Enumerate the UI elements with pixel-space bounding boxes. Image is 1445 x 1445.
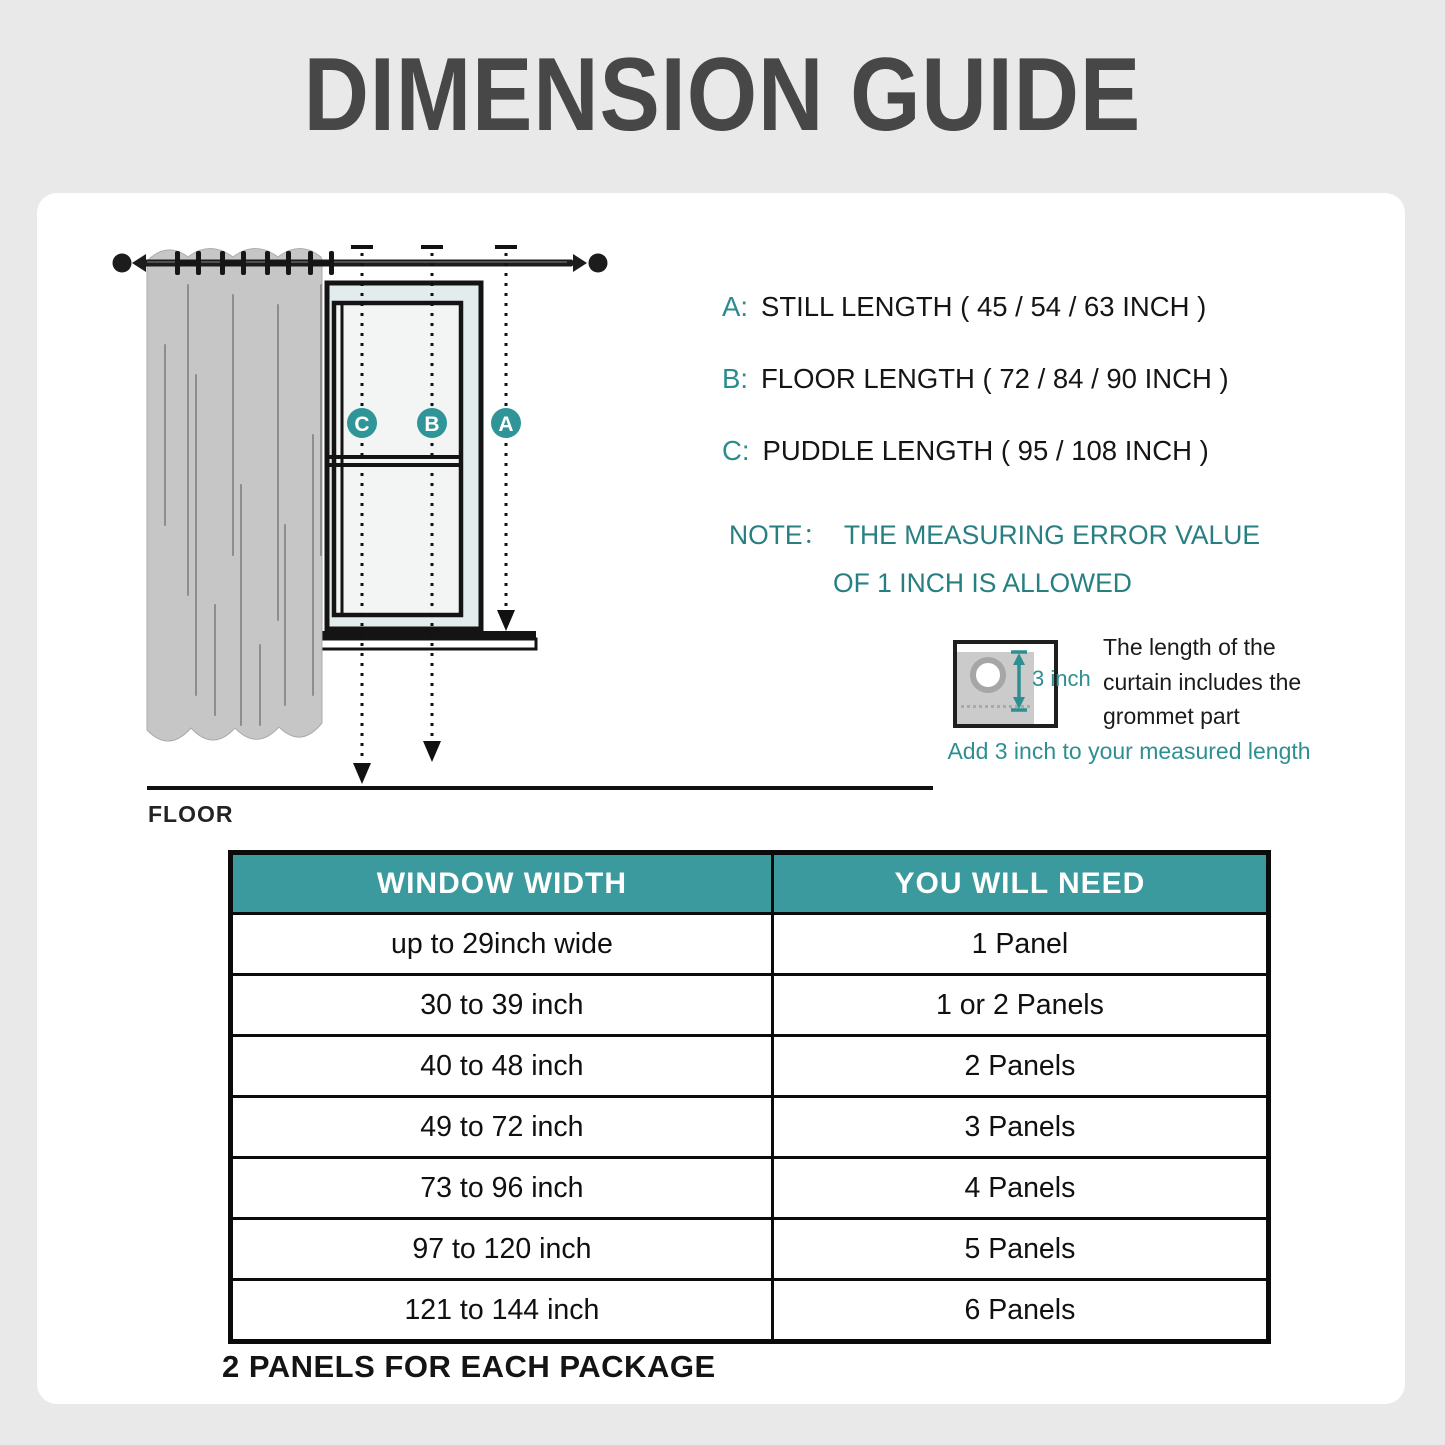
measure-arrow-b — [423, 741, 441, 762]
panels-needed-cell: 3 Panels — [772, 1097, 1268, 1158]
panels-needed-cell: 2 Panels — [772, 1036, 1268, 1097]
marker-letter-b: B — [424, 413, 440, 436]
spec-row-a — [722, 291, 1206, 323]
panels-needed-cell: 5 Panels — [772, 1219, 1268, 1280]
window-width-cell: 30 to 39 inch — [231, 975, 773, 1036]
panels-table — [228, 850, 1271, 1344]
table-row — [231, 1097, 1269, 1158]
spec-key-a: A: — [722, 291, 748, 322]
window-width-cell: 121 to 144 inch — [231, 1280, 773, 1342]
note-line2: OF 1 INCH IS ALLOWED — [833, 568, 1132, 598]
table-row — [231, 975, 1269, 1036]
marker-letter-a: A — [498, 413, 514, 436]
panels-needed-cell: 1 or 2 Panels — [772, 975, 1268, 1036]
window-width-cell: 73 to 96 inch — [231, 1158, 773, 1219]
table-row — [231, 1280, 1269, 1342]
table-header-row — [231, 853, 1269, 914]
curtain-panel — [147, 249, 322, 742]
three-inch-arrow-icon — [1008, 649, 1030, 713]
measure-arrow-c — [353, 763, 371, 784]
rod-finial-right — [573, 254, 608, 273]
window-sill-ledge — [315, 639, 536, 649]
panels-needed-cell: 4 Panels — [772, 1158, 1268, 1219]
window-width-cell: 49 to 72 inch — [231, 1097, 773, 1158]
window-width-cell: up to 29inch wide — [231, 914, 773, 975]
note-line1: THE MEASURING ERROR VALUE — [843, 520, 1261, 550]
marker-letter-c: C — [354, 413, 370, 436]
table-row — [231, 914, 1269, 975]
spec-text-b: FLOOR LENGTH ( 72 / 84 / 90 INCH ) — [760, 363, 1229, 394]
content-card — [37, 193, 1405, 1404]
note-label: NOTE： — [729, 520, 830, 550]
panels-needed-cell: 6 Panels — [772, 1280, 1268, 1342]
page-title: DIMENSION GUIDE — [303, 37, 1142, 153]
grommet-description: The length of the curtain includes the grommet part — [1103, 634, 1302, 729]
table-row — [231, 1158, 1269, 1219]
spec-row-c — [722, 435, 1209, 467]
page-title-wrap — [0, 38, 1445, 152]
spec-key-c: C: — [722, 435, 750, 466]
measuring-note — [729, 511, 1260, 607]
window-width-cell: 97 to 120 inch — [231, 1219, 773, 1280]
spec-text-c: PUDDLE LENGTH ( 95 / 108 INCH ) — [762, 435, 1209, 466]
measure-arrow-a — [497, 610, 515, 631]
grommet-tip: Add 3 inch to your measured length — [947, 738, 1311, 764]
spec-text-a: STILL LENGTH ( 45 / 54 / 63 INCH ) — [760, 291, 1207, 322]
grommet-figure — [953, 640, 1091, 728]
window — [315, 283, 536, 649]
floor-label: FLOOR — [148, 801, 234, 825]
rod-finial-left — [113, 254, 147, 273]
spec-row-b — [722, 363, 1229, 395]
curtain-fabric — [147, 249, 322, 742]
table-header-window-width: WINDOW WIDTH — [231, 853, 773, 914]
footer-note: 2 PANELS FOR EACH PACKAGE — [222, 1349, 716, 1384]
grommet-measure-label: 3 inch — [1032, 666, 1091, 691]
table-header-you-will-need: YOU WILL NEED — [772, 853, 1268, 914]
panels-needed-cell: 1 Panel — [772, 914, 1268, 975]
spec-key-b: B: — [722, 363, 748, 394]
window-width-cell: 40 to 48 inch — [231, 1036, 773, 1097]
table-row — [231, 1219, 1269, 1280]
table-row — [231, 1036, 1269, 1097]
grommet-ring-icon — [970, 657, 1006, 693]
